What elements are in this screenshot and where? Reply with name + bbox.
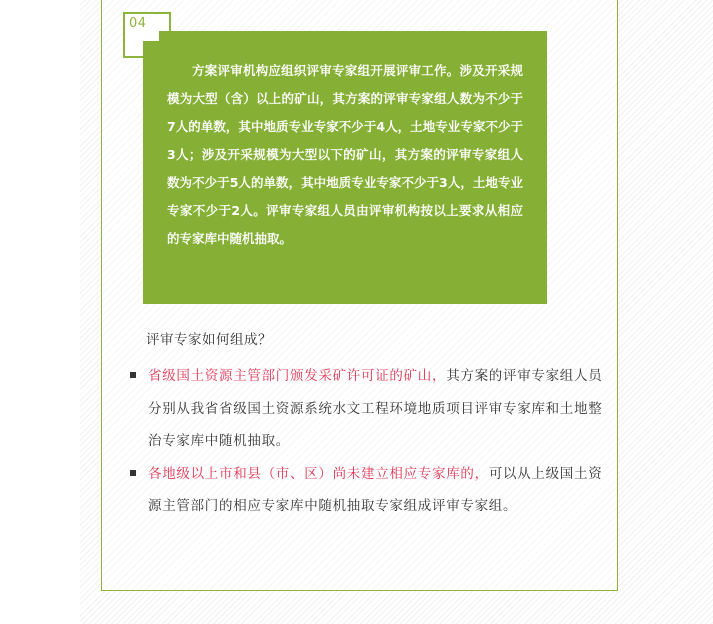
list-item-text: 其方案的评审专家组人员分别从我省省级国土资源系统水文工程环境地质项目评审专家库和土地整治专家库中随机抽取。 [148, 368, 603, 449]
list-item [128, 458, 610, 523]
highlight-block [143, 31, 547, 304]
square-bullet-icon [130, 372, 136, 378]
question-heading: 评审专家如何组成？ [146, 332, 272, 348]
highlight-paragraph: 方案评审机构应组织评审专家组开展评审工作。涉及开采规模为大型（含）以上的矿山，其方案的评审专家组人数为不少于7人的单数，其中地质专业专家不少于4人，土地专业专家不少于3人；涉及开采规模为大型以下的矿山，其方案的评审专家组人数为不少于5人的单数，其中地质专业专家不少于3人，土地专业专家不少于2人。评审专家组人员由评审机构按以上要求从相应的专家库中随机抽取。 [167, 63, 523, 246]
list-item [128, 360, 610, 458]
corner-notch [143, 31, 159, 41]
answer-list [128, 360, 610, 523]
list-item-highlight: 省级国土资源主管部门颁发采矿许可证的矿山， [148, 368, 447, 384]
square-bullet-icon [130, 470, 136, 476]
list-item-highlight: 各地级以上市和县（市、区）尚未建立相应专家库的， [148, 465, 489, 482]
section-number: 04 [129, 16, 147, 31]
list-item-text: 可以从上级国土资源主管部门的相应专家库中随机抽取专家组成评审专家组。 [148, 465, 603, 514]
